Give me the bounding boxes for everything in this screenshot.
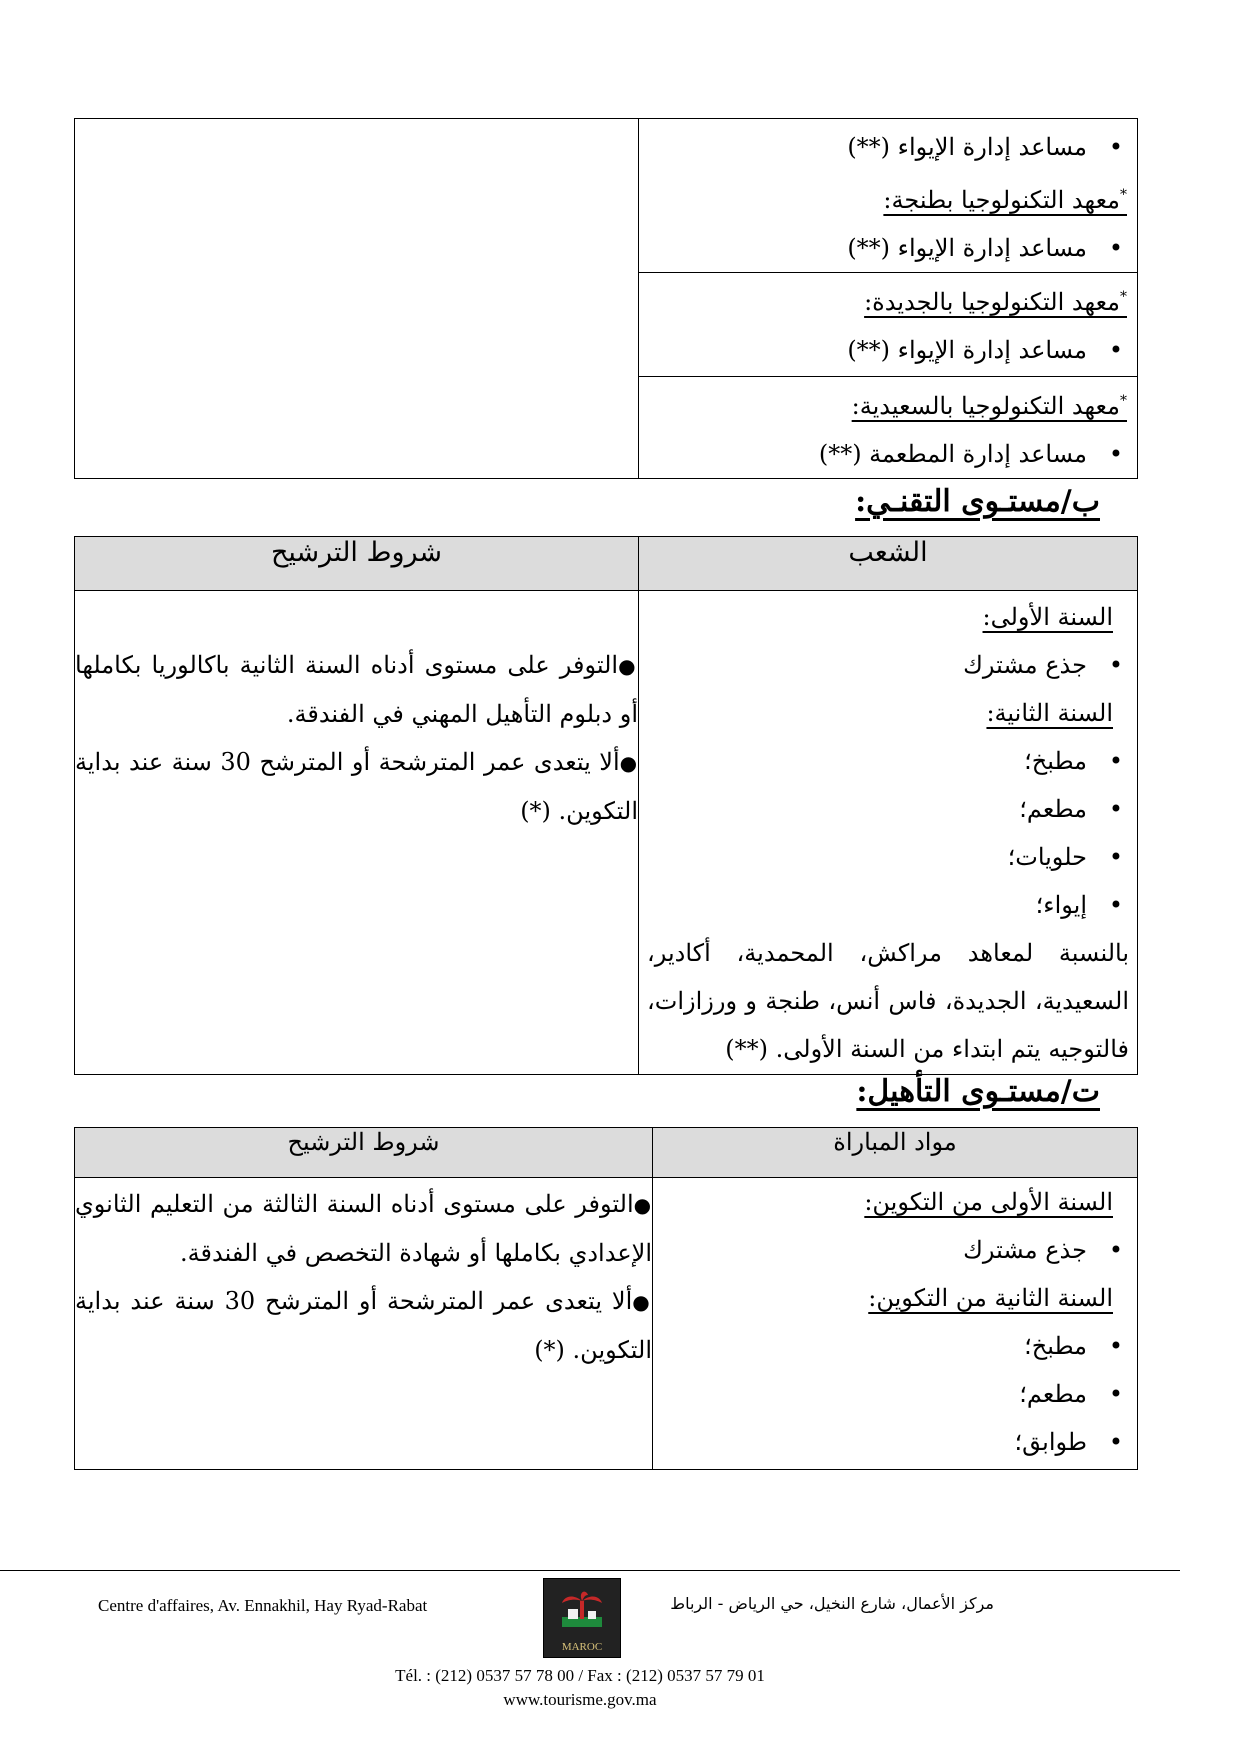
list-item: • مطعم؛	[653, 1370, 1087, 1418]
list-item: • مطبخ؛	[653, 1322, 1087, 1370]
orientation-note: بالنسبة لمعاهد مراكش، المحمدية، أكادير، السعيدية، الجديدة، فاس أنس، طنجة و ورزازات، فالتوجيه يتم ابتداء من السنة الأولى. (**)	[647, 939, 1129, 1063]
year-heading: السنة الثانية:	[986, 699, 1113, 727]
list-item: • إيواء؛	[639, 881, 1087, 929]
footer-address-ar: مركز الأعمال، شارع النخيل، حي الرياض - الرباط	[670, 1594, 994, 1613]
institutes-cell	[639, 273, 1138, 377]
column-header-subjects: مواد المباراة	[653, 1128, 1138, 1178]
column-header-branches: الشعب	[639, 537, 1138, 591]
section-title-qualification: ت/مستـوى التأهيل:	[856, 1074, 1100, 1109]
list-item: • مساعد إدارة الإيواء (**)	[639, 326, 1087, 374]
list-item: • مساعد إدارة الإيواء (**)	[639, 123, 1087, 171]
institute-heading: *معهد التكنولوجيا بطنجة:	[883, 186, 1127, 214]
ministry-logo	[543, 1578, 621, 1658]
list-item: • مطبخ؛	[639, 737, 1087, 785]
footer-contact: Tél. : (212) 0537 57 78 00 / Fax : (212) 0537 57 79 01	[395, 1666, 765, 1685]
list-item: • طوابق؛	[653, 1418, 1087, 1466]
list-item: • حلويات؛	[639, 833, 1087, 881]
institutes-cell	[639, 377, 1138, 479]
condition-text: ألا يتعدى عمر المترشحة أو المترشح 30 سنة عند بداية التكوين. (*)	[75, 1287, 652, 1364]
institute-heading: *معهد التكنولوجيا بالجديدة:	[864, 288, 1127, 316]
conditions-cell: ●التوفر على مستوى أدناه السنة الثالثة من التعليم الثانوي الإعدادي بكاملها أو شهادة التخصص في الفندقة. ●ألا يتعدى عمر المترشحة أو المترشح 30 سنة عند بداية التكوين. (*)	[75, 1178, 653, 1470]
list-item: • مساعد إدارة الإيواء (**)	[639, 224, 1087, 272]
footer-divider	[0, 1570, 1180, 1571]
palm-logo-icon	[558, 1587, 606, 1635]
logo-label: MAROC	[561, 1641, 603, 1653]
condition-text: ألا يتعدى عمر المترشحة أو المترشح 30 سنة عند بداية التكوين. (*)	[75, 748, 638, 825]
conditions-cell: ●التوفر على مستوى أدناه السنة الثانية باكالوريا بكاملها أو دبلوم التأهيل المهني في الفندقة. ●ألا يتعدى عمر المترشحة أو المترشح 30 سنة عند بداية التكوين. (*)	[75, 591, 639, 1075]
column-header-conditions: شروط الترشيح	[75, 1128, 653, 1178]
list-item: • مساعد إدارة المطعمة (**)	[639, 430, 1087, 478]
list-item: • جذع مشترك	[639, 641, 1087, 689]
empty-cell	[75, 119, 639, 479]
list-item: • جذع مشترك	[653, 1226, 1087, 1274]
column-header-conditions: شروط الترشيح	[75, 537, 639, 591]
year-heading: السنة الثانية من التكوين:	[868, 1284, 1113, 1312]
footer-website[interactable]: www.tourisme.gov.ma	[503, 1690, 657, 1709]
section-title-technician: ب/مستـوى التقنـي:	[855, 484, 1100, 519]
qualification-table	[74, 1127, 1138, 1470]
institutes-table	[74, 118, 1138, 479]
condition-text: التوفر على مستوى أدناه السنة الثانية باكالوريا بكاملها أو دبلوم التأهيل المهني في الفندقة.	[75, 651, 638, 728]
year-heading: السنة الأولى:	[982, 603, 1113, 631]
branches-cell	[639, 591, 1138, 1075]
list-item: • مطعم؛	[639, 785, 1087, 833]
institute-heading: *معهد التكنولوجيا بالسعيدية:	[851, 392, 1127, 420]
footer-address-fr: Centre d'affaires, Av. Ennakhil, Hay Ryad-Rabat	[98, 1596, 428, 1615]
institutes-cell	[639, 119, 1138, 273]
year-heading: السنة الأولى من التكوين:	[864, 1188, 1113, 1216]
condition-text: التوفر على مستوى أدناه السنة الثالثة من التعليم الثانوي الإعدادي بكاملها أو شهادة التخصص في الفندقة.	[75, 1190, 652, 1267]
technician-table	[74, 536, 1138, 1075]
subjects-cell	[653, 1178, 1138, 1470]
